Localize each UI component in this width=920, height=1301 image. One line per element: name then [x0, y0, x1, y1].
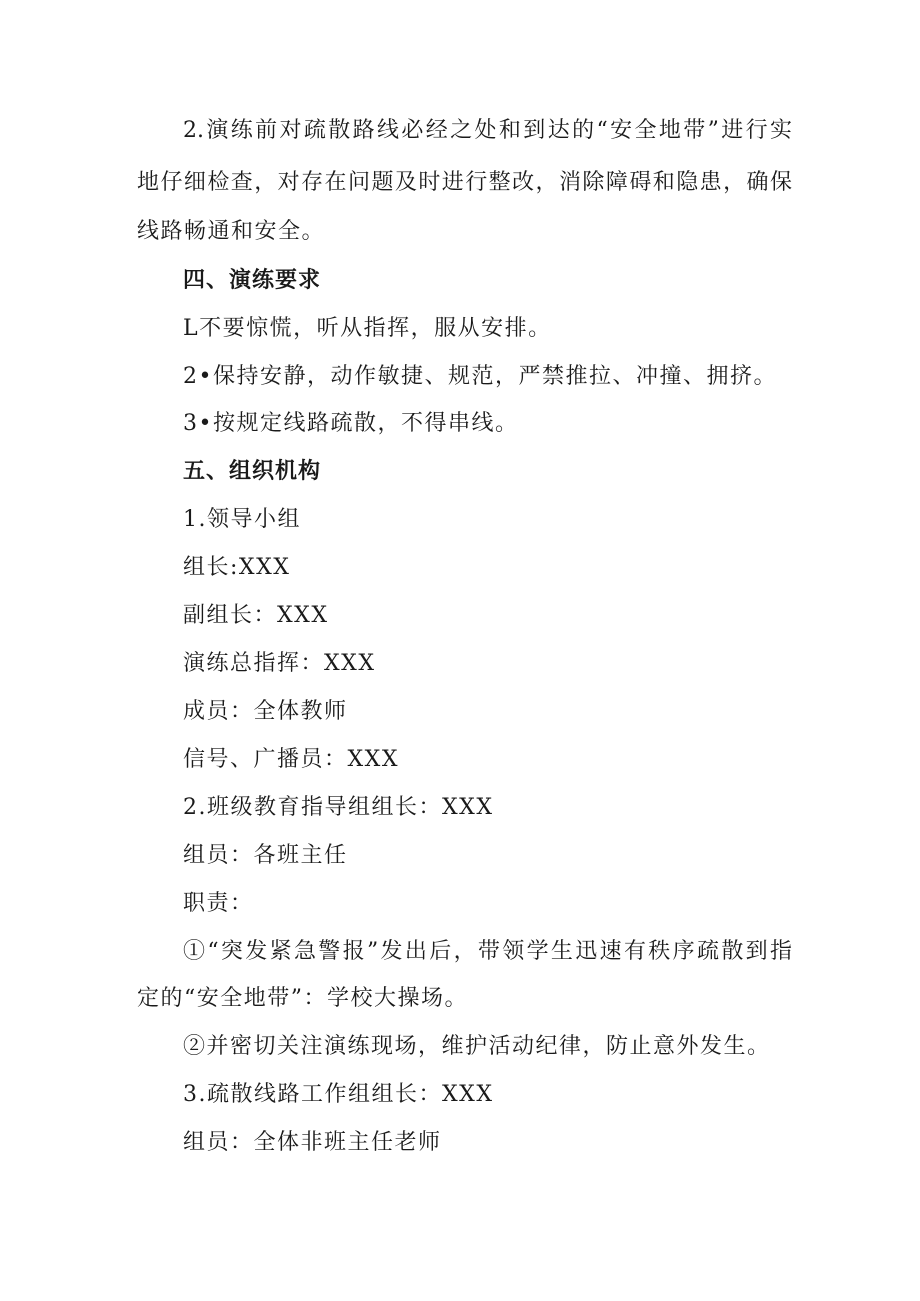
- section-heading: 五、组织机构: [183, 459, 322, 484]
- list-item: ②并密切关注演练现场，维护活动纪律，防止意外发生。: [183, 1034, 771, 1059]
- list-item: 组员：全体非班主任老师: [183, 1130, 442, 1155]
- list-item: 信号、广播员：XXX: [183, 747, 399, 772]
- section-heading: 四、演练要求: [183, 268, 322, 293]
- subsection-title: 2.班级教育指导组组长：XXX: [183, 795, 494, 820]
- list-item: 2•保持安静，动作敏捷、规范，严禁推拉、冲撞、拥挤。: [183, 364, 777, 389]
- list-item: 副组长：XXX: [183, 603, 329, 628]
- paragraph-line: 定的“安全地带”：学校大操场。: [137, 986, 468, 1011]
- paragraph-line: 地仔细检查，对存在问题及时进行整改，消除障碍和隐患，确保: [137, 170, 792, 195]
- list-item: 3•按规定线路疏散，不得串线。: [183, 411, 519, 436]
- paragraph-line: 2.演练前对疏散路线必经之处和到达的“安全地带”进行实: [183, 118, 792, 143]
- paragraph-line: ①“突发紧急警报”发出后，带领学生迅速有秩序疏散到指: [183, 939, 792, 964]
- list-item: 演练总指挥：XXX: [183, 651, 376, 676]
- subsection-title: 1.领导小组: [183, 507, 301, 532]
- paragraph-line: 线路畅通和安全。: [137, 219, 326, 244]
- list-item: 成员：全体教师: [183, 699, 348, 724]
- subsection-title: 3.疏散线路工作组组长：XXX: [183, 1082, 494, 1107]
- list-item: L不要惊慌，听从指挥，服从安排。: [183, 316, 552, 341]
- list-item: 组长:XXX: [183, 555, 291, 580]
- list-item: 职责：: [183, 891, 254, 916]
- list-item: 组员：各班主任: [183, 843, 348, 868]
